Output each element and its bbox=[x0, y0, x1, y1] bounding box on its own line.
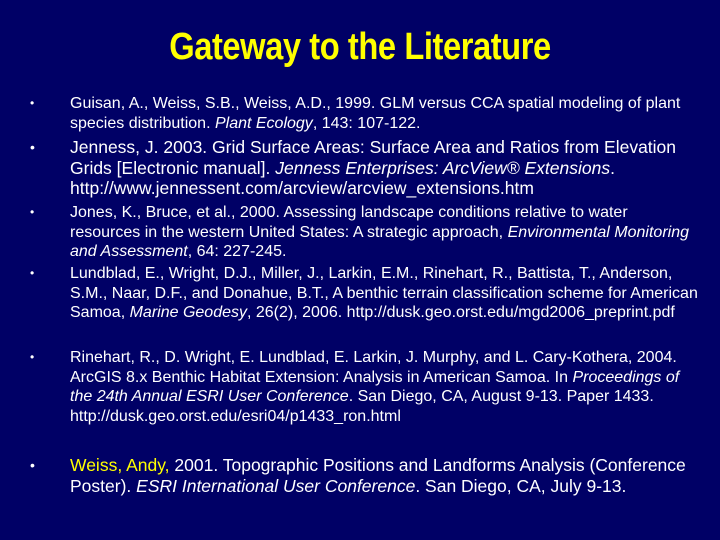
reference-item bbox=[30, 455, 698, 496]
reference-journal: Jenness Enterprises: ArcView® Extensions bbox=[275, 157, 611, 178]
bullet-icon: • bbox=[30, 139, 35, 155]
reference-item bbox=[30, 264, 698, 323]
reference-journal: Environmental Monitoring and Assessment bbox=[70, 223, 689, 260]
reference-item bbox=[30, 203, 698, 262]
reference-details: , 143: 107-122. bbox=[312, 114, 421, 132]
slide-title: Gateway to the Literature bbox=[169, 26, 551, 68]
reference-item bbox=[30, 137, 698, 199]
reference-details: . http://www.jennessent.com/arcview/arcview_extensions.htm bbox=[70, 157, 615, 198]
reference-item bbox=[30, 94, 698, 133]
reference-details: . San Diego, CA, August 9-13. Paper 1433. http://dusk.geo.orst.edu/esri04/p1433_ron.html bbox=[70, 388, 654, 425]
reference-text: 2001. Topographic Positions and Landforms Analysis (Conference Poster). bbox=[70, 455, 686, 496]
reference-details: , 64: 227-245. bbox=[187, 243, 287, 260]
bullet-icon: • bbox=[30, 457, 35, 473]
reference-journal: Plant Ecology bbox=[214, 114, 313, 132]
reference-text: Lundblad, E., Wright, D.J., Miller, J., Larkin, E.M., Rinehart, R., Battista, T., Anderson, S.M., Naar, D.F., and Donahue, B.T., A benthic terrain classification scheme for American Samoa, bbox=[70, 265, 698, 321]
reference-journal: ESRI International User Conference bbox=[136, 475, 416, 496]
bullet-icon: • bbox=[30, 266, 35, 280]
reference-details: , 26(2), 2006. http://dusk.geo.orst.edu/mgd2006_preprint.pdf bbox=[246, 304, 675, 321]
reference-details: . San Diego, CA, July 9-13. bbox=[415, 475, 627, 496]
reference-item bbox=[30, 348, 698, 426]
reference-journal: Proceedings of the 24th Annual ESRI User Conference bbox=[70, 368, 680, 405]
bullet-icon: • bbox=[30, 350, 35, 364]
author-link[interactable]: Weiss, Andy, bbox=[70, 455, 170, 475]
reference-journal: Marine Geodesy bbox=[129, 304, 247, 321]
reference-text: Jenness, J. 2003. Grid Surface Areas: Surface Area and Ratios from Elevation Grids [Electronic manual]. bbox=[70, 137, 677, 178]
reference-text: Rinehart, R., D. Wright, E. Lundblad, E. Larkin, J. Murphy, and L. Cary-Kothera, 2004. ArcGIS 8.x Benthic Habitat Extension: Analysis in American Samoa. In bbox=[70, 349, 677, 386]
reference-text: Guisan, A., Weiss, S.B., Weiss, A.D., 1999. GLM versus CCA spatial modeling of plant species distribution. bbox=[70, 95, 681, 132]
bullet-icon: • bbox=[30, 96, 35, 110]
bullet-icon: • bbox=[30, 205, 35, 219]
reference-text: Jones, K., Bruce, et al., 2000. Assessing landscape conditions relative to water resources in the western United States: A strategic approach, bbox=[70, 204, 628, 241]
